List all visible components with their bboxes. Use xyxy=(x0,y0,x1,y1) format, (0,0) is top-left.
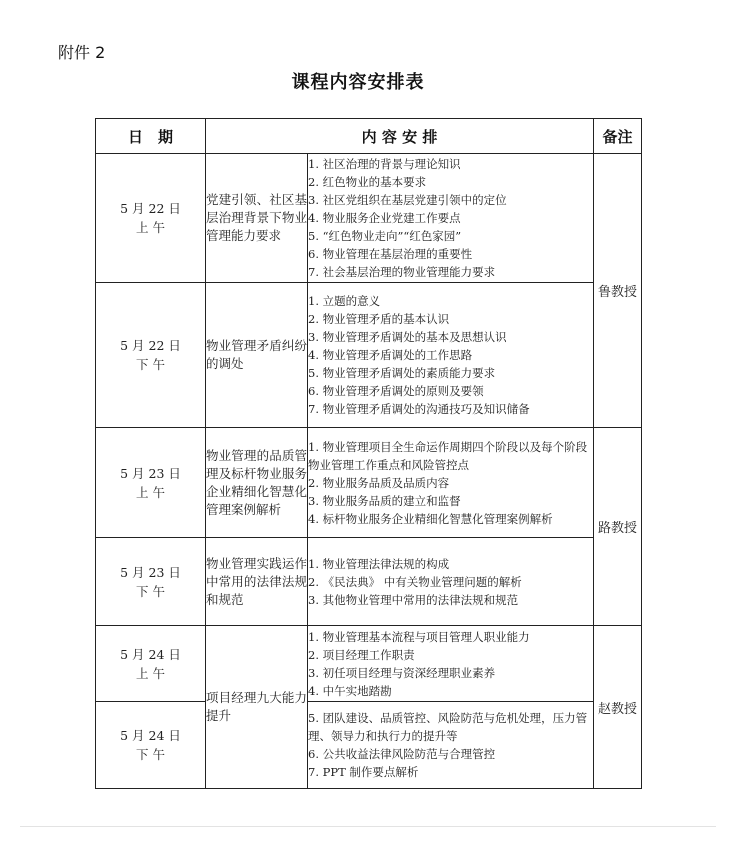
remark-cell: 赵教授 xyxy=(594,626,642,789)
list-item: 2. 项目经理工作职责 xyxy=(308,647,415,662)
date-cell xyxy=(96,283,206,428)
date-cell xyxy=(96,428,206,538)
page-title: 课程内容安排表 xyxy=(291,72,425,93)
list-item: 7. 社会基层治理的物业管理能力要求 xyxy=(308,265,496,279)
topic-cell: 党建引领、社区基层治理背景下物业管理能力要求 xyxy=(206,154,308,283)
list-item: 3. 初任项目经理与资深经理职业素养 xyxy=(308,665,496,680)
list-item: 6. 物业管理矛盾调处的原则及要领 xyxy=(308,384,484,398)
list-item: 2. 红色物业的基本要求 xyxy=(308,175,427,189)
date-half: 上 午 xyxy=(136,665,165,681)
list-item: 3. 物业管理矛盾调处的基本及思想认识 xyxy=(308,330,507,344)
date-cell xyxy=(96,538,206,626)
list-item: 2. 物业管理矛盾的基本认识 xyxy=(308,312,450,326)
date-cell xyxy=(96,154,206,283)
header-remark: 备注 xyxy=(594,119,642,154)
date-half: 下 午 xyxy=(136,583,165,599)
list-item: 4. 物业管理矛盾调处的工作思路 xyxy=(308,348,473,362)
list-item: 1. 物业管理项目全生命运作周期四个阶段以及每个阶段物业管理工作重点和风险管控点 xyxy=(308,439,588,472)
date-half: 上 午 xyxy=(136,220,165,235)
table-row xyxy=(96,626,642,702)
header-date: 日 期 xyxy=(96,119,206,154)
content-cell xyxy=(308,154,594,283)
attachment-label: 附件 2 xyxy=(58,43,106,62)
topic-cell: 物业管理的品质管理及标杆物业服务企业精细化智慧化管理案例解析 xyxy=(206,428,308,538)
content-cell xyxy=(308,538,594,626)
date-half: 下 午 xyxy=(136,357,165,372)
date-half: 上 午 xyxy=(136,484,165,500)
remark-cell: 路教授 xyxy=(594,428,642,626)
list-item: 1. 社区治理的背景与理论知识 xyxy=(308,157,461,171)
list-item: 1. 物业管理法律法规的构成 xyxy=(308,556,450,571)
list-item: 7. PPT 制作要点解析 xyxy=(308,765,419,779)
date-cell xyxy=(96,626,206,702)
table-row xyxy=(96,538,642,626)
list-item: 4. 物业服务企业党建工作要点 xyxy=(308,211,461,225)
list-item: 3. 物业服务品质的建立和监督 xyxy=(308,493,461,508)
date-half: 下 午 xyxy=(136,747,165,762)
list-item: 4. 标杆物业服务企业精细化智慧化管理案例解析 xyxy=(308,511,553,526)
list-item: 1. 物业管理基本流程与项目管理人职业能力 xyxy=(308,629,530,644)
date-cell xyxy=(96,702,206,789)
list-item: 5. 物业管理矛盾调处的素质能力要求 xyxy=(308,366,496,380)
date-day: 5 月 23 日 xyxy=(120,564,181,580)
content-cell xyxy=(308,702,594,789)
remark-cell: 鲁教授 xyxy=(594,154,642,428)
list-item: 6. 物业管理在基层治理的重要性 xyxy=(308,247,473,261)
date-day: 5 月 24 日 xyxy=(120,728,181,743)
table-row xyxy=(96,702,642,789)
date-day: 5 月 22 日 xyxy=(120,338,181,353)
content-cell xyxy=(308,283,594,428)
list-item: 7. 物业管理矛盾调处的沟通技巧及知识储备 xyxy=(308,402,530,416)
list-item: 2. 《民法典》 中有关物业管理问题的解析 xyxy=(308,574,522,589)
list-item: 4. 中午实地踏勘 xyxy=(308,683,392,698)
page-divider xyxy=(20,826,716,827)
topic-cell: 项目经理九大能力提升 xyxy=(206,626,308,789)
list-item: 3. 社区党组织在基层党建引领中的定位 xyxy=(308,193,507,207)
list-item: 5. “红色物业走向”“红色家园” xyxy=(308,229,462,243)
topic-cell: 物业管理实践运作中常用的法律法规和规范 xyxy=(206,538,308,626)
list-item: 3. 其他物业管理中常用的法律法规和规范 xyxy=(308,592,519,607)
header-content: 内 容 安 排 xyxy=(206,119,594,154)
list-item: 5. 团队建设、品质管控、风险防范与危机处理，压力管理、领导力和执行力的提升等 xyxy=(308,711,588,743)
table-row xyxy=(96,428,642,538)
list-item: 2. 物业服务品质及品质内容 xyxy=(308,475,450,490)
list-item: 6. 公共收益法律风险防范与合理管控 xyxy=(308,747,496,761)
content-cell xyxy=(308,626,594,702)
date-day: 5 月 24 日 xyxy=(120,646,181,662)
table-header-row xyxy=(96,119,642,154)
list-item: 1. 立题的意义 xyxy=(308,294,381,308)
content-cell xyxy=(308,428,594,538)
table-row xyxy=(96,283,642,428)
schedule-table xyxy=(95,118,642,789)
date-day: 5 月 22 日 xyxy=(120,201,181,216)
table-row xyxy=(96,154,642,283)
topic-cell: 物业管理矛盾纠纷的调处 xyxy=(206,283,308,428)
date-day: 5 月 23 日 xyxy=(120,465,181,481)
